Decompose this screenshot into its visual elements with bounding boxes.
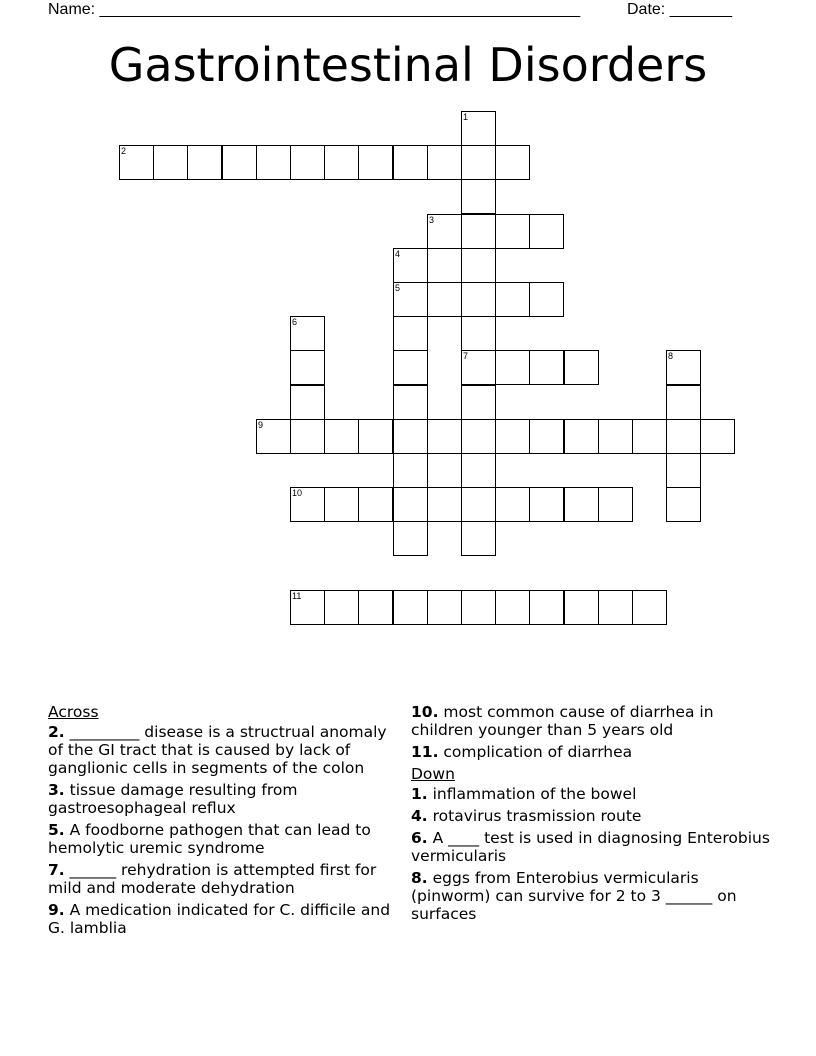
crossword-cell[interactable]	[461, 590, 496, 625]
crossword-cell[interactable]	[564, 350, 599, 385]
clue-number: 10	[292, 488, 303, 498]
crossword-cell[interactable]	[529, 350, 564, 385]
crossword-cell[interactable]	[187, 145, 222, 180]
crossword-cell[interactable]	[427, 419, 462, 454]
crossword-cell[interactable]	[119, 145, 154, 180]
crossword-cell[interactable]	[461, 487, 496, 522]
crossword-cell[interactable]	[495, 419, 530, 454]
crossword-cell[interactable]	[666, 487, 701, 522]
clue-across-9: 9. A medication indicated for C. difficile and G. lamblia	[48, 901, 391, 937]
crossword-cell[interactable]	[495, 145, 530, 180]
clue-number: 4	[395, 249, 401, 259]
clue-across-11: 11. complication of diarrhea	[411, 743, 633, 761]
crossword-cell[interactable]	[290, 487, 325, 522]
crossword-cell[interactable]	[495, 350, 530, 385]
crossword-cell[interactable]	[290, 590, 325, 625]
crossword-cell[interactable]	[461, 419, 496, 454]
crossword-cell[interactable]	[529, 214, 564, 249]
clue-number: 2	[121, 146, 127, 156]
crossword-cell[interactable]	[358, 145, 393, 180]
crossword-cell[interactable]	[393, 453, 428, 488]
clue-down-8: 8. eggs from Enterobius vermicularis (pinworm) can survive for 2 to 3 ______ on surfaces	[411, 869, 737, 923]
clue-number: 5	[395, 283, 401, 293]
crossword-cell[interactable]	[461, 111, 496, 146]
crossword-cell[interactable]	[393, 350, 428, 385]
down-heading: Down	[411, 765, 455, 783]
crossword-cell[interactable]	[666, 385, 701, 420]
page-title: Gastrointestinal Disorders	[108, 38, 708, 92]
crossword-cell[interactable]	[393, 521, 428, 556]
crossword-cell[interactable]	[461, 521, 496, 556]
crossword-cell[interactable]	[461, 282, 496, 317]
crossword-cell[interactable]	[290, 419, 325, 454]
crossword-cell[interactable]	[461, 214, 496, 249]
crossword-cell[interactable]	[324, 487, 359, 522]
crossword-cell[interactable]	[495, 590, 530, 625]
crossword-cell[interactable]	[393, 385, 428, 420]
crossword-cell[interactable]	[598, 419, 633, 454]
clue-across-7: 7. ______ rehydration is attempted first for mild and moderate dehydration	[48, 861, 377, 897]
name-field-label: Name: ______________________________________________________	[48, 1, 581, 18]
crossword-cell[interactable]	[564, 419, 599, 454]
crossword-cell[interactable]	[666, 350, 701, 385]
clue-down-1: 1. inflammation of the bowel	[411, 785, 637, 803]
crossword-cell[interactable]	[393, 590, 428, 625]
crossword-cell[interactable]	[461, 350, 496, 385]
crossword-cell[interactable]	[632, 590, 667, 625]
crossword-cell[interactable]	[632, 419, 667, 454]
crossword-cell[interactable]	[461, 179, 496, 214]
crossword-cell[interactable]	[461, 316, 496, 351]
crossword-cell[interactable]	[290, 145, 325, 180]
across-heading: Across	[48, 703, 99, 721]
crossword-cell[interactable]	[700, 419, 735, 454]
crossword-cell[interactable]	[461, 385, 496, 420]
crossword-cell[interactable]	[393, 145, 428, 180]
crossword-cell[interactable]	[324, 590, 359, 625]
crossword-cell[interactable]	[290, 385, 325, 420]
crossword-cell[interactable]	[495, 282, 530, 317]
crossword-cell[interactable]	[427, 145, 462, 180]
crossword-cell[interactable]	[427, 282, 462, 317]
crossword-cell[interactable]	[290, 316, 325, 351]
clue-number: 8	[668, 351, 674, 361]
crossword-cell[interactable]	[461, 145, 496, 180]
crossword-cell[interactable]	[324, 419, 359, 454]
clue-number: 1	[463, 112, 469, 122]
crossword-cell[interactable]	[393, 282, 428, 317]
crossword-cell[interactable]	[222, 145, 257, 180]
crossword-cell[interactable]	[358, 487, 393, 522]
crossword-cell[interactable]	[529, 487, 564, 522]
crossword-cell[interactable]	[393, 419, 428, 454]
clue-across-3: 3. tissue damage resulting from gastroesophageal reflux	[48, 781, 298, 817]
clues-column-right	[411, 703, 773, 927]
crossword-cell[interactable]	[564, 590, 599, 625]
clues-column-left	[48, 703, 398, 941]
crossword-cell[interactable]	[153, 145, 188, 180]
crossword-cell[interactable]	[393, 248, 428, 283]
crossword-cell[interactable]	[495, 214, 530, 249]
crossword-cell[interactable]	[427, 214, 462, 249]
clue-number: 7	[463, 351, 469, 361]
crossword-cell[interactable]	[256, 145, 291, 180]
crossword-cell[interactable]	[324, 145, 359, 180]
clue-down-6: 6. A ____ test is used in diagnosing Enterobius vermicularis	[411, 829, 770, 865]
crossword-cell[interactable]	[529, 419, 564, 454]
crossword-cell[interactable]	[461, 453, 496, 488]
crossword-cell[interactable]	[529, 590, 564, 625]
crossword-cell[interactable]	[427, 590, 462, 625]
clue-across-5: 5. A foodborne pathogen that can lead to hemolytic uremic syndrome	[48, 821, 371, 857]
crossword-cell[interactable]	[598, 590, 633, 625]
crossword-cell[interactable]	[256, 419, 291, 454]
crossword-cell[interactable]	[495, 487, 530, 522]
crossword-cell[interactable]	[290, 350, 325, 385]
clue-number: 11	[292, 591, 302, 601]
crossword-cell[interactable]	[598, 487, 633, 522]
crossword-cell[interactable]	[393, 316, 428, 351]
clue-number: 9	[258, 420, 264, 430]
crossword-cell[interactable]	[461, 248, 496, 283]
clue-across-10: 10. most common cause of diarrhea in children younger than 5 years old	[411, 703, 714, 739]
date-field-label: Date: _______	[627, 1, 732, 18]
crossword-cell[interactable]	[427, 487, 462, 522]
crossword-cell[interactable]	[529, 282, 564, 317]
crossword-cell[interactable]	[358, 419, 393, 454]
crossword-cell[interactable]	[666, 419, 701, 454]
clue-down-4: 4. rotavirus trasmission route	[411, 807, 642, 825]
clue-number: 6	[292, 317, 298, 327]
crossword-cell[interactable]	[666, 453, 701, 488]
clue-across-2: 2. _________ disease is a structrual anomaly of the GI tract that is caused by lack of ganglionic cells in segments of the colon	[48, 723, 387, 777]
crossword-cell[interactable]	[358, 590, 393, 625]
crossword-cell[interactable]	[393, 487, 428, 522]
crossword-cell[interactable]	[564, 487, 599, 522]
clue-number: 3	[429, 215, 435, 225]
